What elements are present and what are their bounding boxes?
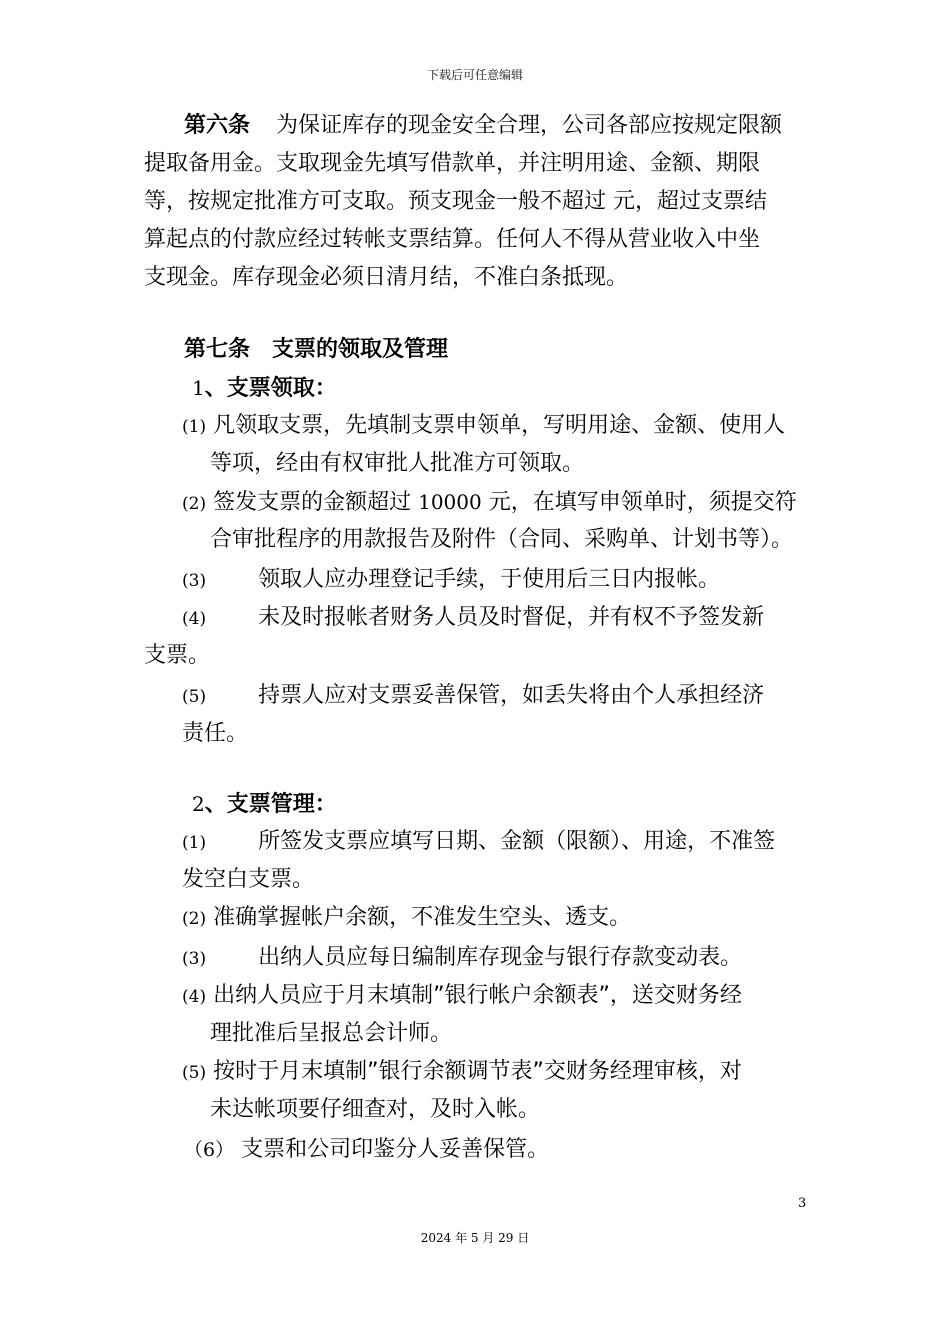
s2-item-4: (4) 出纳人员应于月末填制”银行帐户余额表”，送交财务经 — [182, 983, 742, 1008]
art6-line-5: 支现金。库存现金必须日清月结，不准白条抵现。 — [144, 265, 629, 290]
art6-line-1: 第六条 为保证库存的现金安全合理，公司各部应按规定限额 — [184, 113, 783, 138]
art6-line-3: 等，按规定批准方可支取。预支现金一般不超过 元，超过支票结 — [144, 189, 767, 214]
s1-item-2-cont: 合审批程序的用款报告及附件（合同、采购单、计划书等）。 — [210, 527, 794, 552]
s2-item-3: (3) 出纳人员应每日编制库存现金与银行存款变动表。 — [182, 945, 743, 970]
s1-item-1-cont: 等项，经由有权审批人批准方可领取。 — [210, 451, 585, 476]
s2-item-5: (5) 按时于月末填制”银行余额调节表”交财务经理审核，对 — [182, 1059, 742, 1084]
footer-date: 2024 年 5 月 29 日 — [420, 1231, 530, 1245]
page-number: 3 — [798, 1196, 807, 1211]
s1-item-5-cont: 责任。 — [182, 721, 249, 746]
art7-title: 第七条 支票的领取及管理 — [184, 337, 449, 362]
s2-item-2: (2) 准确掌握帐户余额，不准发生空头、透支。 — [182, 905, 632, 930]
art7-s1-title: 1、支票领取： — [192, 376, 337, 401]
s1-item-1: (1) 凡领取支票，先填制支票申领单，写明用途、金额、使用人 — [182, 413, 786, 438]
art7-s2-title: 2、支票管理： — [192, 792, 337, 817]
art6-label: 第六条 — [184, 113, 251, 138]
s2-item-4-cont: 理批准后呈报总会计师。 — [210, 1021, 453, 1046]
page-header: 下载后可任意编辑 — [426, 68, 523, 82]
s2-item-6: （6） 支票和公司印鉴分人妥善保管。 — [184, 1137, 550, 1162]
art6-line-2: 提取备用金。支取现金先填写借款单，并注明用途、金额、期限 — [144, 151, 761, 176]
s1-item-2: (2) 签发支票的金额超过 10000 元，在填写申领单时，须提交符 — [182, 490, 797, 515]
s2-item-5-cont: 未达帐项要仔细查对，及时入帐。 — [210, 1097, 541, 1122]
s1-item-3: (3) 领取人应办理登记手续，于使用后三日内报帐。 — [182, 567, 721, 592]
art6-line-4: 算起点的付款应经过转帐支票结算。任何人不得从营业收入中坐 — [144, 227, 761, 252]
s1-item-4-cont: 支票。 — [144, 643, 211, 668]
s2-item-1-cont: 发空白支票。 — [182, 867, 315, 892]
s1-item-4: (4) 未及时报帐者财务人员及时督促，并有权不予签发新 — [182, 605, 765, 630]
s2-item-1: (1) 所签发支票应填写日期、金额（限额）、用途，不准签 — [182, 829, 776, 854]
s1-item-5: (5) 持票人应对支票妥善保管，如丢失将由个人承担经济 — [182, 683, 765, 708]
